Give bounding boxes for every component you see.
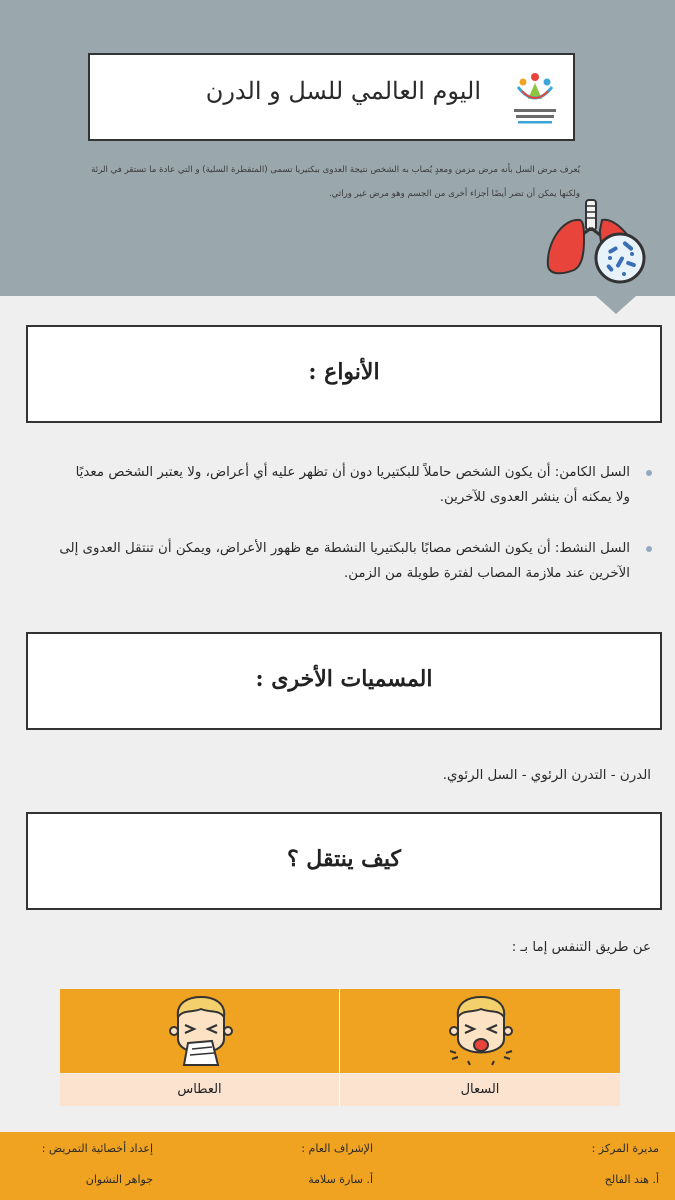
other-names-text: الدرن - التدرن الرئوي - السل الرئوي.: [442, 768, 651, 783]
header-band: [0, 0, 675, 296]
types-heading: الأنواع :: [308, 359, 380, 385]
bullet-dot: [646, 470, 652, 476]
intro-line: يُعرف مرض السل بأنه مرض مزمن ومعدٍ يُصاب به الشخص نتيجة العدوى ببكتيريا تسمى (المتفطرة السلية) و التي عادة ما تستقر في الرئة: [91, 165, 580, 175]
list-item-line: الآخرين عند ملازمة المصاب لفترة طويلة من الزمن.: [343, 566, 630, 581]
other-names-heading-box: [26, 632, 662, 730]
transmission-intro: عن طريق التنفس إما بـ :: [511, 940, 651, 955]
lungs-bacteria-icon: [540, 196, 648, 288]
prepared-role: إعداد أخصائية التمريض :: [41, 1142, 153, 1155]
transmission-heading: كيف ينتقل ؟: [286, 846, 402, 872]
page-title: اليوم العالمي للسل و الدرن: [205, 77, 481, 105]
cough-face-icon: [448, 995, 514, 1067]
list-item-line: السل الكامن: أن يكون الشخص حاملاً للبكتيريا دون أن تظهر عليه أي أعراض، ولا يعتبر الشخص معديًا: [75, 465, 630, 480]
director-name: أ. هند الفالح: [604, 1173, 659, 1186]
prepared-name: جواهر النشوان: [85, 1173, 153, 1186]
list-item-line: السل النشط: أن يكون الشخص مصابًا بالبكتيريا النشطة مع ظهور الأعراض، ويمكن أن تنتقل العدوى إلى: [59, 541, 630, 556]
sneeze-label: العطاس: [60, 1074, 339, 1106]
supervision-role: الإشراف العام :: [301, 1142, 373, 1155]
transmission-heading-box: [26, 812, 662, 910]
cough-icon-area: [340, 989, 620, 1073]
bullet-dot: [646, 546, 652, 552]
sneeze-face-icon: [168, 995, 234, 1067]
cough-cell: [340, 989, 620, 1106]
transmission-table: [60, 989, 620, 1106]
center-logo: [510, 69, 560, 127]
list-item: [36, 460, 654, 510]
supervision-name: أ. سارة سلامة: [308, 1173, 373, 1186]
title-box: [88, 53, 575, 141]
intro-paragraph: [90, 158, 580, 206]
other-names-heading: المسميات الأخرى :: [255, 666, 433, 692]
cough-label: السعال: [340, 1074, 620, 1106]
list-item-line: ولا يمكنه أن ينشر العدوى للآخرين.: [439, 490, 630, 505]
sneeze-cell: [60, 989, 340, 1106]
footer-prepared: [42, 1142, 153, 1186]
header-pointer: [596, 296, 636, 314]
types-heading-box: [26, 325, 662, 423]
footer: [0, 1132, 675, 1200]
footer-supervision: [301, 1142, 373, 1186]
sneeze-icon-area: [60, 989, 339, 1073]
intro-line: ولكنها يمكن أن تضر أيضًا أجزاء أخرى من الجسم وهو مرض غير وراثي.: [328, 189, 580, 199]
types-list: [36, 460, 654, 586]
director-role: مديرة المركز :: [591, 1142, 659, 1155]
footer-director: [592, 1142, 659, 1186]
list-item: [36, 536, 654, 586]
